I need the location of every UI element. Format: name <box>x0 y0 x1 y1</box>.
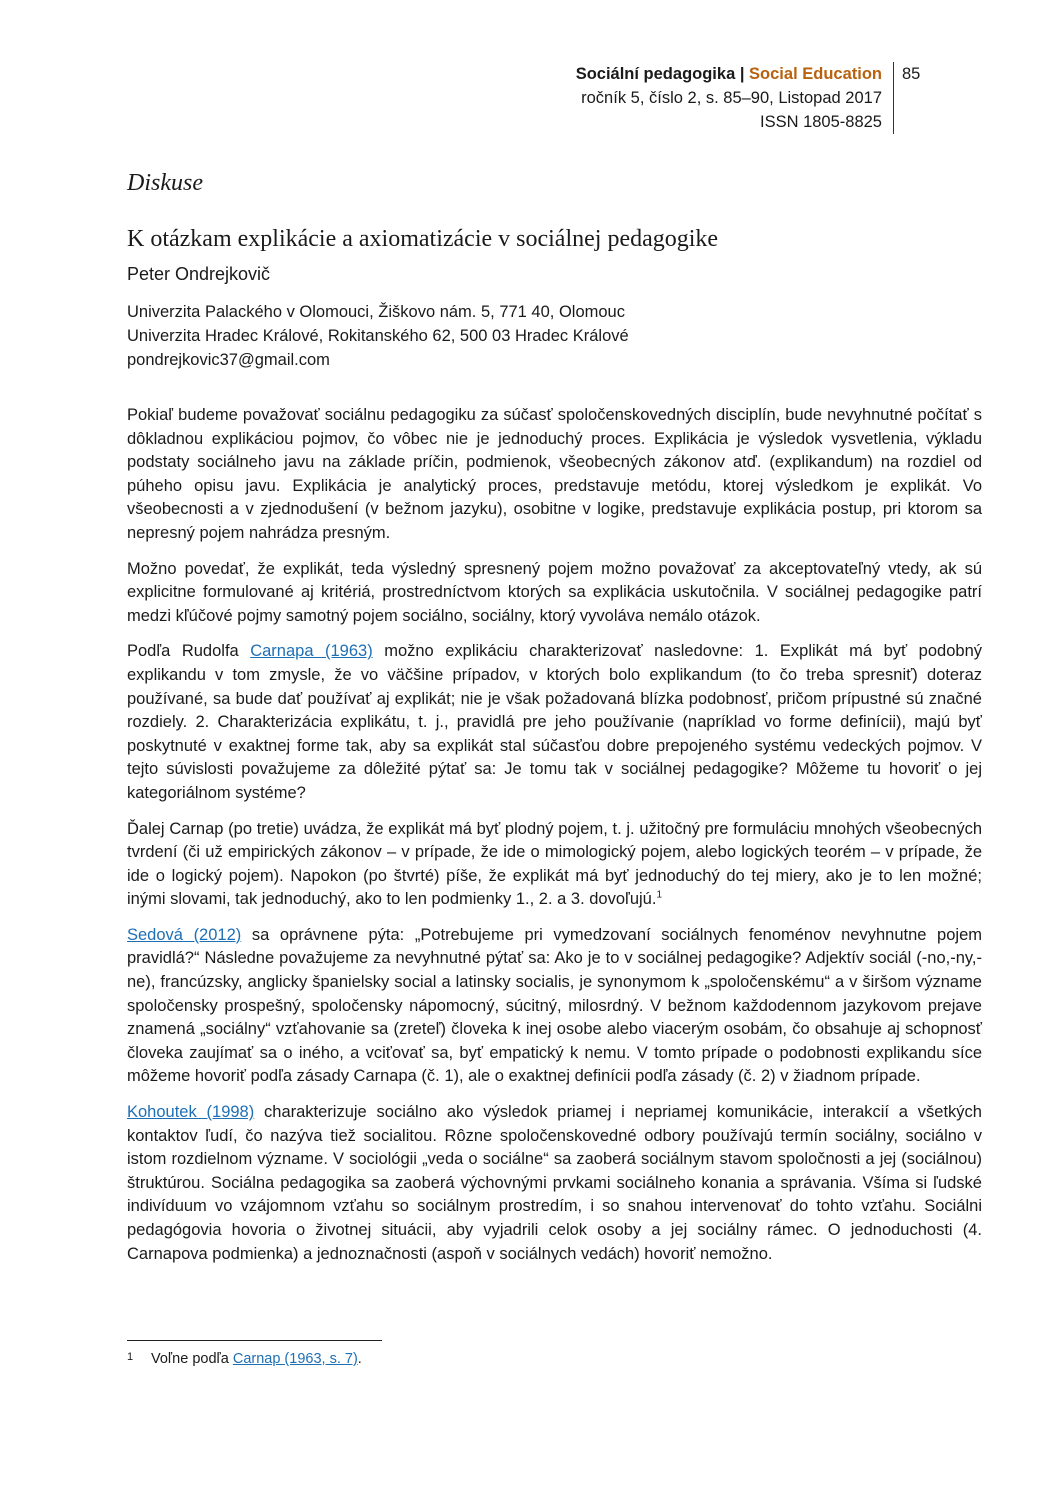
journal-name-english: Social Education <box>749 65 882 83</box>
citation-link-carnap-footnote[interactable]: Carnap (1963, s. 7) <box>232 1351 358 1367</box>
journal-header <box>576 62 882 134</box>
header-divider <box>893 62 894 134</box>
citation-link-carnapa[interactable]: Carnapa (1963) <box>250 642 373 661</box>
author-name: Peter Ondrejkovič <box>127 264 271 284</box>
article-body <box>127 404 982 1278</box>
section-label: Diskuse <box>127 170 203 196</box>
affiliation-1: Univerzita Palackého v Olomouci, Žiškovo nám. 5, 771 40, Olomouc <box>127 303 625 321</box>
citation-link-sedova[interactable]: Sedová (2012) <box>127 925 242 944</box>
footnote-divider <box>127 1340 382 1341</box>
paragraph-6: Kohoutek (1998) charakterizuje sociálno ako výsledok priamej i nepriamej komunikácie, interakcií a všetkých kontaktov ľudí, čo nazýva tiež socialitou. Rôzne spoločenskovedné odbory používajú termín sociálny, sociálno v istom rozdielnom význame. V sociológii „veda o sociálne“ sa zaoberá sociálnym stavom spoločnosti a jej (sociálnou) štruktúrou. Sociálna pedagogika sa zaoberá výchovnými prvkami sociálneho konania a správania. Všíma si ľudské indivíduum vo vzájomnom vzťahu so sociálnym prostredím, i so snahou intervenovať do tohto vzťahu. Sociálni pedagógovia hovoria o životnej situácii, aby vyjadrili celok osoby a jej sociálny rámec. O jednoduchosti (4. Carnapova podmienka) a jednoznačnosti (aspoň v sociálnych vedách) hovoriť nemožno. <box>127 1103 982 1263</box>
paragraph-3: Podľa Rudolfa Carnapa (1963) možno explikáciu charakterizovať nasledovne: 1. Explikát má byť podobný explikandu v tom zmysle, že vo väčšine prípadov, v ktorých bolo explikandum (to čo treba spresniť) doteraz používané, sa bude dať používať aj explikát; nie je však požadovaná blízka podobnosť, pričom prípustné sú značné rozdiely. 2. Charakterizácia explikátu, t. j., pravidlá pre jeho používanie (napríklad vo forme definícii), majú byť poskytnuté v exaktnej forme tak, aby sa explikát stal súčasťou dobre prepojeného systému vedeckých pojmov. V tejto súvislosti považujeme za dôležité pýtať sa: Je tomu tak v sociálnej pedagogike? Môžeme tu hovoriť o jej kategoriálnom systéme? <box>127 642 982 802</box>
paragraph-1: Pokiaľ budeme považovať sociálnu pedagogiku za súčasť spoločenskovedných disciplín, bude nevyhnutné počítať s dôkladnou explikáciou pojmov, čo vôbec nie je jednoduchý proces. Explikácia je výsledok vysvetlenia, výkladu podstaty sociálneho javu na základe príčin, podmienok, všeobecných zákonov atď. (explikandum) na rozdiel od púheho opisu javu. Explikácia je analytický proces, predstavuje metódu, ktorej výsledkom je explikát. Vo všeobecnosti a v zjednodušení (v bežnom jazyku), osobitne v logike, predstavuje explikácia postup, pri ktorom sa nepresný pojem nahrádza presným. <box>127 406 982 542</box>
issn: ISSN 1805-8825 <box>759 113 882 131</box>
citation-link-kohoutek[interactable]: Kohoutek (1998) <box>127 1103 255 1122</box>
paragraph-5: Sedová (2012) sa oprávnene pýta: „Potrebujeme pri vymedzovaní sociálnych fenoménov nevyhnutne pojem pravidlá?“ Následne považujeme za nevyhnutné pýtať sa: Ako je to v sociálnej pedagogike? Adjektív sociál (-no,-ny,-ne), francúzsky, anglicky španielsky social a latinsky socialis, je synonymom k „spoločenskému“ a v širšom význame spoločensky prospešný, spoločensky nápomocný, súcitný, milosrdný. V bežnom každodennom jazykovom prejave znamená „sociálny“ vzťahovanie sa (zreteľ) človeka k inej osobe alebo viacerým osobám, čo obsahuje aj schopnosť človeka zaujímať sa o iného, a vciťovať sa, byť empatický k nemu. V tomto prípade o podobnosti explikandu síce môžeme hovoriť podľa zásady Carnapa (č. 1), ale o exaktnej definícii podľa zásady (č. 2) v žiadnom prípade. <box>127 925 982 1086</box>
author-email: pondrejkovic37@gmail.com <box>127 351 330 369</box>
page-number: 85 <box>902 65 921 83</box>
author-affiliations <box>127 300 629 372</box>
paragraph-2: Možno povedať, že explikát, teda výsledný spresnený pojem možno považovať za akceptovateľný vtedy, ak sú explicitne formulované aj kritériá, prostredníctvom ktorých sa explikácia uskutočnila. V sociálnej pedagogike patrí medzi kľúčové pojmy samotný pojem sociálno, sociálny, ktorý vyvoláva nemálo otázok. <box>127 559 982 625</box>
affiliation-2: Univerzita Hradec Králové, Rokitanského 62, 500 03 Hradec Králové <box>127 327 629 345</box>
footnote-mark: 1 <box>127 1351 134 1363</box>
footnote: 1 Voľne podľa Carnap (1963, s. 7). <box>127 1351 362 1367</box>
paragraph-4: Ďalej Carnap (po tretie) uvádza, že explikát má byť plodný pojem, t. j. užitočný pre formuláciu mnohých všeobecných tvrdení (či už empirických zákonov – v prípade, že ide o mimologický pojem, alebo logických teorém – v prípade, že ide o logický pojem). Napokon (po štvrté) píše, že explikát má byť jednoduchý do tej miery, ako je to len možné; inými slovami, tak jednoduchý, ako to len podmienky 1., 2. a 3. dovoľujú.$^1$ <box>127 819 982 909</box>
article-title: K otázkam explikácie a axiomatizácie v sociálnej pedagogike <box>127 226 719 252</box>
journal-name: Sociální pedagogika | Social Education <box>575 65 882 83</box>
issue-info: ročník 5, číslo 2, s. 85–90, Listopad 2017 <box>581 89 882 107</box>
footnote-reference[interactable]: 1 <box>656 889 662 901</box>
